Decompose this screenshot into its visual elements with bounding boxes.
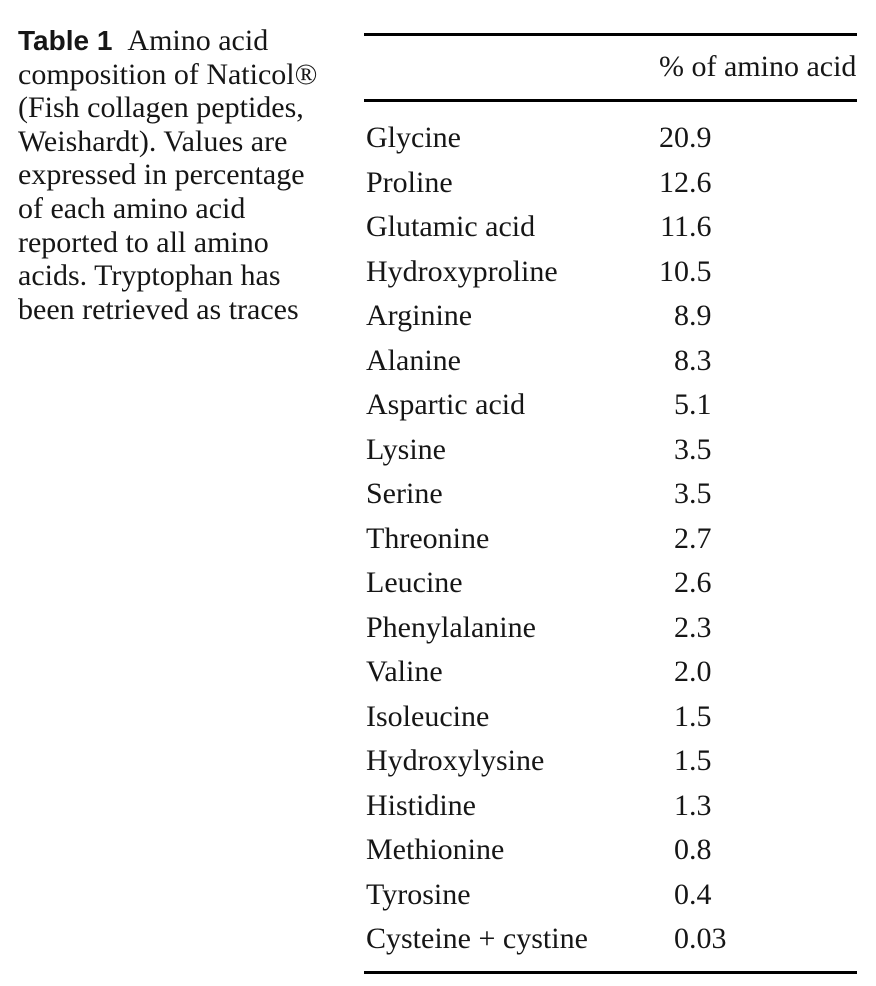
table-row [364, 205, 857, 250]
caption-line: acids. Tryptophan has [18, 259, 281, 293]
table-number-label: Table 1 [18, 25, 113, 56]
table-row [364, 784, 857, 829]
amino-acid-percentage: 2.0 [674, 655, 712, 688]
caption-line: been retrieved as traces [18, 292, 299, 326]
table-row [364, 695, 857, 740]
amino-acid-name: Cysteine + cystine [366, 922, 588, 955]
amino-acid-name: Valine [366, 655, 443, 688]
table-row [364, 383, 857, 428]
caption-line: reported to all amino [18, 225, 269, 259]
caption-line: Weishardt). Values are [18, 124, 288, 158]
amino-acid-name: Arginine [366, 299, 473, 332]
amino-acid-percentage: 3.5 [674, 432, 712, 466]
amino-acid-percentage: 12.6 [659, 165, 712, 199]
amino-acid-percentage: 8.9 [674, 299, 712, 332]
caption-text: Amino acid [127, 24, 269, 57]
amino-acid-table [364, 33, 857, 974]
amino-acid-name: Aspartic acid [366, 388, 526, 421]
amino-acid-name: Threonine [366, 521, 490, 555]
table-row [364, 472, 857, 517]
amino-acid-percentage: 0.4 [674, 877, 712, 911]
amino-acid-name: Glycine [366, 121, 461, 154]
amino-acid-name: Glutamic acid [366, 210, 536, 243]
caption-line: composition of Naticol® [18, 57, 318, 91]
table-row [364, 294, 857, 339]
table-row [364, 739, 857, 784]
amino-acid-percentage: 0.8 [674, 833, 712, 866]
table-row [364, 873, 857, 918]
table-header-row [364, 36, 857, 102]
table-caption [18, 24, 317, 326]
table-row [364, 606, 857, 651]
amino-acid-percentage: 0.03 [674, 922, 727, 955]
amino-acid-name: Methionine [366, 833, 505, 866]
table-row [364, 650, 857, 695]
amino-acid-percentage: 20.9 [659, 121, 712, 154]
amino-acid-percentage: 10.5 [659, 254, 712, 288]
amino-acid-name: Leucine [366, 566, 463, 599]
amino-acid-percentage: 2.6 [674, 566, 712, 599]
table-row [364, 339, 857, 384]
value-column-header: % of amino acid [659, 50, 857, 83]
amino-acid-percentage: 2.7 [674, 521, 712, 555]
amino-acid-name: Alanine [366, 343, 461, 377]
caption-line: expressed in percentage [18, 158, 305, 192]
amino-acid-percentage: 1.3 [674, 788, 712, 822]
amino-acid-percentage: 1.5 [674, 699, 712, 733]
table-row [364, 917, 857, 962]
amino-acid-name: Hydroxyproline [366, 254, 558, 288]
amino-acid-name: Histidine [366, 788, 476, 822]
amino-acid-name: Proline [366, 165, 453, 199]
amino-acid-percentage: 5.1 [674, 388, 712, 421]
amino-acid-name: Tyrosine [366, 877, 471, 911]
table-row [364, 561, 857, 606]
amino-acid-name: Lysine [366, 432, 446, 466]
table-row [364, 116, 857, 161]
amino-acid-name: Isoleucine [366, 699, 490, 733]
caption-line [18, 24, 317, 58]
amino-acid-name: Serine [366, 477, 443, 510]
amino-acid-name: Phenylalanine [366, 610, 536, 644]
caption-line: (Fish collagen peptides, [18, 91, 304, 125]
table-row [364, 517, 857, 562]
table-row [364, 828, 857, 873]
amino-acid-percentage: 2.3 [674, 610, 712, 644]
amino-acid-name: Hydroxylysine [366, 744, 545, 777]
amino-acid-percentage: 1.5 [674, 744, 712, 777]
amino-acid-percentage: 11.6 [660, 210, 712, 243]
table-row [364, 428, 857, 473]
amino-acid-percentage: 3.5 [674, 477, 712, 510]
table-row [364, 161, 857, 206]
table-row [364, 250, 857, 295]
table-rows [364, 102, 857, 971]
caption-line: of each amino acid [18, 191, 246, 225]
amino-acid-percentage: 8.3 [674, 343, 712, 377]
